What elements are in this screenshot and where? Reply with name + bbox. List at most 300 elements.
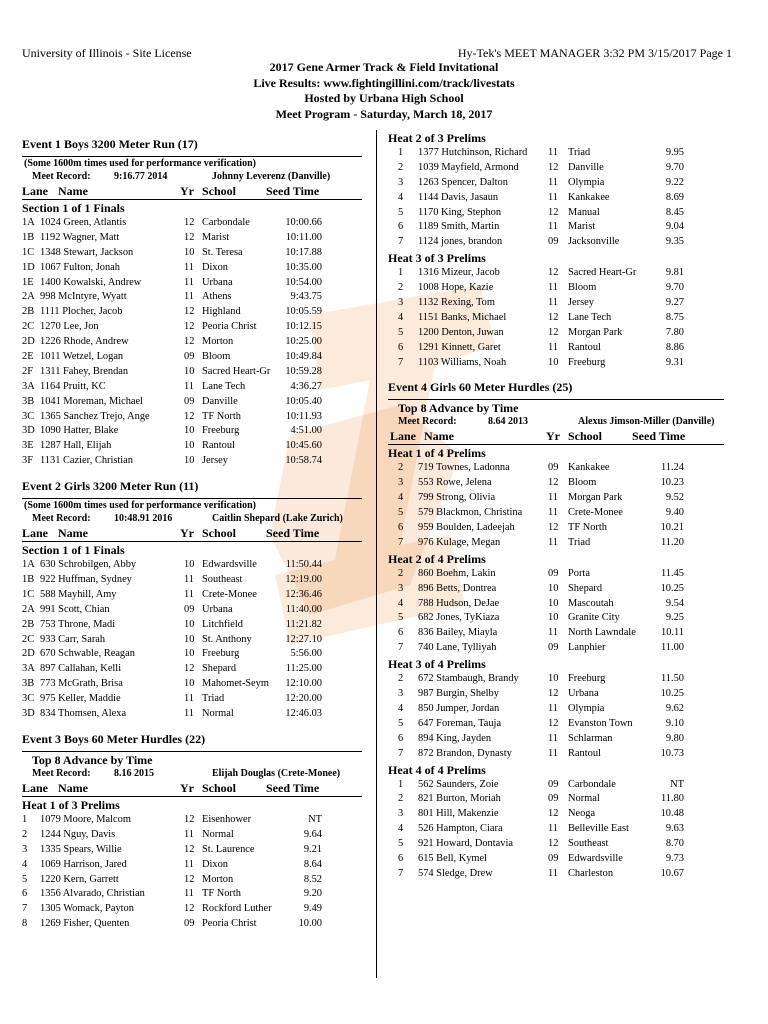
seed-time-cell: 10.21 [660,522,684,534]
school-cell: Edwardsville [568,852,623,864]
advance-rule: Top 8 Advance by Time [32,752,153,767]
entry-row [388,146,724,161]
school-cell: Lanphier [568,642,606,654]
lane-cell: 2D [22,336,35,348]
seed-time-cell: 8.70 [665,838,684,850]
athlete-name-cell: 922 Huffman, Sydney [40,574,132,586]
seed-time-cell: 11.00 [661,642,684,654]
school-cell: Edwardsville [202,559,257,571]
seed-time-cell: 9.70 [665,161,684,173]
seed-time-cell: 12:46.03 [285,708,322,720]
seed-time-cell: 11.50 [661,673,684,685]
seed-time-cell: 10.25 [660,688,684,700]
seed-time-cell: 11:50.44 [285,559,322,571]
seed-time-cell: NT [670,778,684,790]
verification-note: (Some 1600m times used for performance verification) [24,158,256,169]
seed-time-header: Seed Time [266,780,320,795]
year-cell: 11 [548,191,559,203]
year-cell: 10 [184,618,195,630]
seed-time-cell: 10.48 [660,808,684,820]
seed-time-cell: 8.86 [665,341,684,353]
school-cell: Carbondale [568,778,616,790]
school-cell: Litchfield [202,618,243,630]
entry-row [22,692,362,707]
year-cell: 11 [548,221,559,233]
athlete-name-cell: 896 Betts, Dontrea [418,582,497,594]
school-cell: Freeburg [568,356,606,368]
athlete-name-cell: 553 Rowe, Jelena [418,477,492,489]
entry-row [388,461,724,476]
seed-time-cell: 9.49 [303,903,322,915]
lane-cell: 6 [398,732,404,744]
entry-row [388,747,724,762]
year-cell: 09 [184,351,195,363]
lane-cell: 3B [22,395,35,407]
seed-time-cell: 8.69 [665,191,684,203]
lane-cell: 1C [22,588,35,600]
meet-record-label: Meet Record: [398,416,457,428]
year-cell: 11 [184,888,195,900]
entry-row [388,611,724,626]
school-cell: Marist [568,221,596,233]
school-cell: Jersey [202,455,228,467]
lane-cell: 7 [22,903,28,915]
meet-record-label: Meet Record: [32,767,91,779]
year-cell: 11 [184,588,195,600]
seed-time-cell: 10.73 [660,747,684,759]
event-info-box [22,751,362,782]
name-header: Name [58,184,88,198]
entry-row [22,350,362,365]
meet-record-label: Meet Record: [32,171,91,182]
lane-cell: 2F [22,365,33,377]
entry-row [22,261,362,276]
lane-cell: 6 [398,341,404,353]
year-cell: 11 [548,341,559,353]
seed-time-cell: 12:36.46 [285,588,322,600]
meet-record-value: 10:48.91 2016 [114,513,173,525]
athlete-name-cell: 1316 Mizeur, Jacob [418,267,500,279]
year-cell: 12 [184,231,195,243]
school-cell: Triad [568,147,591,158]
lane-cell: 6 [398,627,404,639]
year-cell: 12 [548,522,559,534]
entry-row [388,626,724,641]
entry-row [388,597,724,612]
lane-header: Lane [22,184,49,198]
lane-cell: 3A [22,380,35,392]
year-cell: 11 [548,282,559,294]
meet-record-holder: Caitlin Shepard (Lake Zurich) [212,513,343,525]
entry-row [22,558,362,573]
lane-cell: 5 [398,507,404,519]
entry-row [22,305,362,320]
seed-time-cell: 8.75 [665,311,684,323]
seed-time-cell: 11:40.00 [285,603,322,615]
seed-time-cell: 5:56.00 [290,648,322,660]
entry-row [22,858,362,873]
year-cell: 11 [548,536,559,548]
athlete-name-cell: 836 Bailey, Miayla [418,627,498,639]
year-cell: 12 [548,717,559,729]
seed-time-cell: 9.52 [665,492,684,504]
school-cell: Sacred Heart-Gr [202,365,271,377]
lane-cell: 2A [22,291,35,303]
column-header-row [388,430,724,445]
event-info-box [22,156,362,185]
school-cell: Shepard [568,582,603,594]
year-cell: 10 [184,648,195,660]
athlete-name-cell: 719 Townes, Ladonna [418,462,510,474]
seed-time-cell: 4:36.27 [290,380,322,392]
athlete-name-cell: 1269 Fisher, Quenten [40,918,130,930]
athlete-name-cell: 588 Mayhill, Amy [40,588,117,600]
athlete-name-cell: 801 Hill, Makenzie [418,808,499,820]
lane-cell: 3D [22,425,35,437]
event-block [22,732,362,932]
year-cell: 11 [548,507,559,519]
section-title: Heat 1 of 3 Prelims [22,797,120,812]
seed-time-cell: 11.80 [661,793,684,805]
seed-time-cell: 12:19.00 [285,574,322,586]
athlete-name-cell: 1151 Banks, Michael [418,311,507,323]
school-cell: Olympia [568,176,605,188]
seed-time-cell: 10.67 [660,867,684,879]
seed-time-cell: 12:27.10 [285,633,322,645]
seed-time-cell: 9.80 [665,732,684,744]
year-cell: 10 [548,597,559,609]
meet-record-row [22,171,362,185]
lane-cell: 1 [22,813,28,825]
meet-record-row [388,416,724,430]
lane-cell: 5 [398,206,404,218]
entry-row [22,873,362,888]
event-title: Event 4 Girls 60 Meter Hurdles (25) [388,380,573,395]
school-cell: Manual [568,206,600,218]
seed-time-cell: 10:12.15 [285,321,322,333]
entry-row [22,813,362,828]
year-cell: 12 [548,477,559,489]
name-header: Name [58,780,88,795]
entry-row [22,424,362,439]
school-header: School [202,526,237,541]
athlete-name-cell: 1079 Moore, Malcom [40,813,131,825]
entry-row [22,246,362,261]
column-header-row [22,782,362,797]
athlete-name-cell: 1291 Kinnett, Garet [418,341,501,353]
entry-row [388,536,724,551]
year-cell: 11 [548,492,559,504]
year-cell: 10 [184,559,195,571]
meet-title: 2017 Gene Armer Track & Field Invitational [269,60,499,74]
lane-cell: 4 [398,191,404,203]
lane-cell: 2D [22,648,35,660]
entry-row [22,216,362,231]
athlete-name-cell: 630 Schrobilgen, Abby [40,559,137,571]
entry-row [388,161,724,176]
lane-cell: 2 [398,793,404,805]
school-cell: Normal [202,708,234,720]
lane-cell: 7 [398,356,404,368]
seed-time-cell: 10:59.28 [285,365,322,377]
year-cell: 11 [548,823,559,835]
lane-cell: 5 [22,873,28,885]
entry-row [22,618,362,633]
entry-row [22,365,362,380]
school-cell: Athens [202,291,232,303]
meet-record-value: 9:16.77 2014 [114,171,168,182]
athlete-name-cell: 872 Brandon, Dynasty [418,747,512,759]
entry-row [388,281,724,296]
school-cell: Freeburg [568,673,606,685]
school-cell: Charleston [568,867,614,879]
athlete-name-cell: 1008 Hope, Kazie [418,282,494,294]
entry-row [388,356,724,371]
athlete-name-cell: 834 Thomsen, Alexa [40,708,127,720]
lane-cell: 8 [22,918,28,930]
software-header-text: Hy-Tek's MEET MANAGER 3:32 PM 3/15/2017 Page 1 [457,46,732,60]
year-cell: 09 [548,778,559,790]
section-title: Heat 2 of 3 Prelims [388,131,486,145]
school-cell: TF North [202,888,241,900]
seed-time-cell: 9.27 [665,297,684,309]
lane-cell: 3B [22,678,35,690]
year-cell: 10 [184,455,195,467]
seed-time-cell: 9.04 [665,221,684,233]
seed-time-cell: 11:25.00 [285,663,322,675]
year-cell: 12 [184,873,195,885]
athlete-name-cell: 933 Carr, Sarah [40,633,106,645]
athlete-name-cell: 788 Hudson, DeJae [418,597,500,609]
entry-row [22,707,362,722]
athlete-name-cell: 921 Howard, Dontavia [418,838,513,850]
entry-row [22,647,362,662]
yr-header: Yr [180,184,194,198]
athlete-name-cell: 1192 Wagner, Matt [40,231,120,243]
entry-row [388,852,724,867]
lane-cell: 1 [398,147,404,158]
seed-time-cell: 9.63 [665,823,684,835]
lane-cell: 6 [22,888,28,900]
seed-time-cell: 10:58.74 [285,455,322,467]
athlete-name-cell: 850 Jumper, Jordan [418,702,500,714]
year-cell: 11 [548,702,559,714]
event-block [388,380,724,881]
athlete-name-cell: 799 Strong, Olivia [418,492,496,504]
meet-record-holder: Elijah Douglas (Crete-Monee) [212,767,341,779]
school-cell: Jersey [568,297,594,309]
entry-row [388,326,724,341]
year-cell: 10 [548,582,559,594]
meet-record-value: 8.64 2013 [488,416,528,428]
year-cell: 11 [184,708,195,720]
school-cell: Dixon [202,261,228,273]
seed-time-cell: 9.35 [665,236,684,248]
lane-cell: 1 [398,267,404,279]
athlete-name-cell: 1011 Wetzel, Logan [40,351,124,363]
athlete-name-cell: 987 Burgin, Shelby [418,688,499,700]
lane-cell: 3 [398,297,404,309]
entry-row [388,176,724,191]
athlete-name-cell: 1365 Sanchez Trejo, Ange [40,410,150,422]
seed-time-cell: 9.54 [665,597,684,609]
entry-row [22,573,362,588]
athlete-name-cell: 1164 Pruitt, KC [40,380,106,392]
seed-time-cell: 8.45 [665,206,684,218]
entry-row [388,641,724,656]
lane-cell: 3F [22,455,33,467]
school-cell: Porta [568,567,590,579]
seed-time-cell: 9.73 [665,852,684,864]
year-cell: 11 [184,261,195,273]
seed-time-cell: 8.52 [303,873,322,885]
athlete-name-cell: 1200 Denton, Juwan [418,326,504,338]
year-cell: 11 [184,828,195,840]
school-cell: Kankakee [568,191,610,203]
school-cell: Normal [202,828,234,840]
school-cell: Crete-Monee [202,588,257,600]
year-cell: 09 [184,918,195,930]
entry-row [388,672,724,687]
entry-row [388,220,724,235]
school-cell: Evanston Town [568,717,633,729]
seed-time-cell: 10:17.88 [285,246,322,258]
year-cell: 11 [184,574,195,586]
year-cell: 12 [184,306,195,318]
lane-cell: 7 [398,236,404,248]
program-date-text: Meet Program - Saturday, March 18, 2017 [275,106,493,121]
year-cell: 10 [184,365,195,377]
lane-cell: 3 [22,843,28,855]
seed-time-cell: 9.81 [665,267,684,279]
school-cell: Bloom [568,477,597,489]
meet-record-row [22,768,362,782]
section-title: Heat 4 of 4 Prelims [388,762,486,777]
live-results-text: Live Results: www.fightingillini.com/track/livestats [253,75,515,90]
seed-time-cell: 10.23 [660,477,684,489]
lane-cell: 5 [398,838,404,850]
school-cell: Eisenhower [202,813,252,825]
year-cell: 12 [184,813,195,825]
lane-cell: 1D [22,261,35,273]
athlete-name-cell: 672 Stambaugh, Brandy [418,673,519,685]
event-title: Event 3 Boys 60 Meter Hurdles (22) [22,731,206,746]
seed-time-cell: 10:00.66 [285,217,322,228]
school-cell: Rantoul [568,341,601,353]
lane-cell: 6 [398,522,404,534]
athlete-name-cell: 1144 Davis, Jasaun [418,191,499,203]
school-header: School [202,780,237,795]
seed-time-cell: 4:51.00 [290,425,322,437]
athlete-name-cell: 1400 Kowalski, Andrew [40,276,142,288]
section-title: Section 1 of 1 Finals [22,201,125,215]
school-cell: Freeburg [202,425,240,437]
left-column [22,137,362,932]
entry-row [22,290,362,305]
entry-row [22,633,362,648]
year-cell: 09 [184,395,195,407]
entry-row [22,335,362,350]
school-cell: Belleville East [568,823,629,835]
athlete-name-cell: 670 Schwable, Reagan [40,648,135,660]
athlete-name-cell: 1041 Moreman, Michael [40,395,144,407]
entry-row [388,191,724,206]
lane-header: Lane [390,429,417,444]
section-title: Heat 3 of 3 Prelims [388,251,486,266]
athlete-name-cell: 579 Blackmon, Christina [418,507,523,519]
athlete-name-cell: 1305 Womack, Payton [40,903,134,915]
entry-row [388,822,724,837]
event-info-box [388,399,724,430]
year-cell: 12 [184,843,195,855]
entry-row [388,702,724,717]
entry-row [388,582,724,597]
entry-row [388,476,724,491]
school-cell: Shepard [202,663,237,675]
entry-row [388,341,724,356]
entry-row [22,902,362,917]
seed-time-cell: 10:54.00 [285,276,322,288]
lane-cell: 2 [398,462,404,474]
lane-cell: 3D [22,708,35,720]
lane-cell: 3A [22,663,35,675]
event-block [22,137,362,469]
seed-time-cell: 9.64 [303,828,322,840]
entry-row [388,491,724,506]
athlete-name-cell: 860 Boehm, Lakin [418,567,496,579]
year-cell: 09 [548,462,559,474]
school-cell: North Lawndale [568,627,636,639]
column-header-row [22,185,362,200]
seed-time-cell: 9.62 [665,702,684,714]
column-divider [376,130,377,978]
athlete-name-cell: 991 Scott, Chian [40,603,110,615]
seed-time-cell: 10.00 [298,918,322,930]
year-cell: 11 [184,693,195,705]
year-cell: 12 [184,410,195,422]
lane-cell: 1 [398,778,404,790]
athlete-name-cell: 897 Callahan, Kelli [40,663,122,675]
lane-cell: 7 [398,747,404,759]
athlete-name-cell: 998 McIntyre, Wyatt [40,291,127,303]
lane-cell: 1A [22,559,35,571]
athlete-name-cell: 1311 Fahey, Brendan [40,365,129,377]
athlete-name-cell: 753 Throne, Madi [40,618,116,630]
lane-cell: 3 [398,176,404,188]
event-title: Event 1 Boys 3200 Meter Run (17) [22,137,198,151]
athlete-name-cell: 526 Hampton, Ciara [418,823,503,835]
seed-time-cell: 9.20 [303,888,322,900]
entry-row [388,837,724,852]
athlete-name-cell: 959 Boulden, Ladeejah [418,522,515,534]
seed-time-cell: 9.95 [665,147,684,158]
athlete-name-cell: 1356 Alvarado, Christian [40,888,145,900]
entry-row [22,320,362,335]
lane-cell: 2B [22,306,35,318]
lane-cell: 2 [22,828,28,840]
year-cell: 11 [548,867,559,879]
verification-note: (Some 1600m times used for performance verification) [24,500,256,512]
entry-row [22,410,362,425]
year-cell: 11 [184,858,195,870]
school-cell: Morgan Park [568,492,623,504]
athlete-name-cell: 821 Burton, Moriah [418,793,501,805]
entry-row [22,662,362,677]
seed-time-cell: 10:45.60 [285,440,322,452]
year-cell: 12 [548,267,559,279]
school-cell: Rantoul [568,747,601,759]
athlete-name-cell: 682 Jones, TyKiaza [418,612,500,624]
